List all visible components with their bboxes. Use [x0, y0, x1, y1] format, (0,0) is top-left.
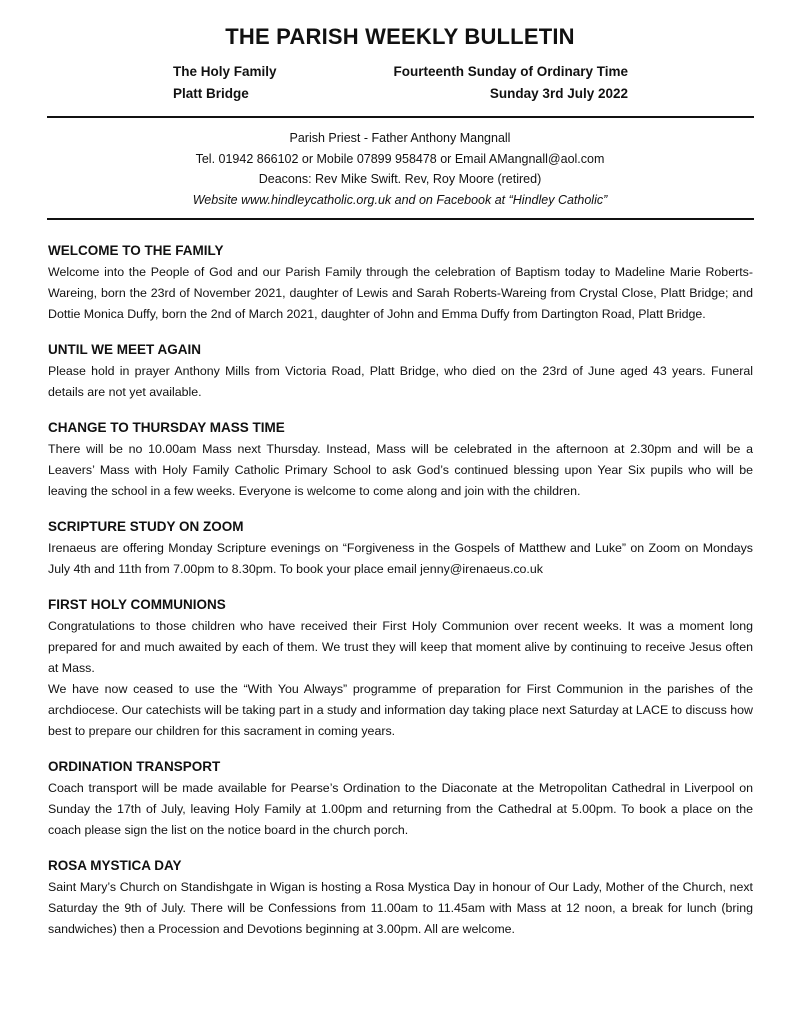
- section-rosa-mystica: [48, 857, 753, 940]
- section-paragraph: Welcome into the People of God and our Parish Family through the celebration of Baptism today to Madeline Marie Roberts-Wareing, born the 23rd of November 2021, daughter of Lewis and Sarah Roberts-Wareing from Crystal Close, Platt Bridge; and Dottie Monica Duffy, born the 2nd of March 2021, daughter of John and Emma Duffy from Dartington Road, Platt Bridge.: [48, 265, 753, 321]
- priest-line: Parish Priest - Father Anthony Mangnall: [289, 131, 511, 145]
- parish-name: The Holy Family: [173, 64, 277, 79]
- section-scripture-study: [48, 518, 753, 580]
- section-heading: UNTIL WE MEET AGAIN: [48, 342, 201, 357]
- contact-block: [0, 128, 800, 210]
- page-title: THE PARISH WEEKLY BULLETIN: [225, 24, 575, 49]
- bulletin-content: [48, 242, 753, 956]
- section-heading: WELCOME TO THE FAMILY: [48, 243, 224, 258]
- section-heading: FIRST HOLY COMMUNIONS: [48, 597, 226, 612]
- section-paragraph: Coach transport will be made available for Pearse’s Ordination to the Diaconate at the Metropolitan Cathedral in Liverpool on Sunday the 17th of July, leaving Holy Family at 1.00pm and returning from the Cathedral at 5.00pm. To book a place on the coach please sign the list on the notice board in the church porch.: [48, 781, 753, 837]
- section-until-we-meet-again: [48, 341, 753, 403]
- liturgical-day: Fourteenth Sunday of Ordinary Time: [393, 64, 628, 79]
- website-line: Website www.hindleycatholic.org.uk and on Facebook at “Hindley Catholic”: [192, 192, 608, 207]
- section-paragraph: Please hold in prayer Anthony Mills from Victoria Road, Platt Bridge, who died on the 23rd of June aged 43 years. Funeral details are not yet available.: [48, 364, 753, 399]
- header-divider-bottom: [47, 218, 754, 220]
- section-first-holy-communions: [48, 596, 753, 742]
- section-heading: SCRIPTURE STUDY ON ZOOM: [48, 519, 244, 534]
- section-thursday-mass: [48, 419, 753, 502]
- section-paragraph: Congratulations to those children who have received their First Holy Communion over recent weeks. It was a moment long prepared for and much awaited by each of them. We trust they will keep that moment alive by continuing to receive Jesus often at Mass.: [48, 619, 753, 675]
- section-heading: CHANGE TO THURSDAY MASS TIME: [48, 420, 285, 435]
- section-ordination-transport: [48, 758, 753, 841]
- phone-email-line: Tel. 01942 866102 or Mobile 07899 958478 or Email AMangnall@aol.com: [195, 151, 605, 166]
- bulletin-date: Sunday 3rd July 2022: [489, 86, 628, 101]
- section-heading: ROSA MYSTICA DAY: [48, 858, 182, 873]
- section-paragraph: Saint Mary’s Church on Standishgate in Wigan is hosting a Rosa Mystica Day in honour of Our Lady, Mother of the Church, next Saturday the 9th of July. There will be Confessions from 11.00am to 11.45am with Mass at 12 noon, a break for lunch (bring sandwiches) then a Procession and Devotions beginning at 3.00pm. All are welcome.: [48, 880, 753, 936]
- section-paragraph: We have now ceased to use the “With You Always” programme of preparation for First Communion in the parishes of the archdiocese. Our catechists will be taking part in a study and information day taking place next Saturday at LACE to discuss how best to prepare our children for this sacrament in coming years.: [48, 682, 753, 738]
- parish-place: Platt Bridge: [173, 86, 249, 101]
- section-paragraph: There will be no 10.00am Mass next Thursday. Instead, Mass will be celebrated in the afternoon at 2.30pm and will be a Leavers’ Mass with Holy Family Catholic Primary School to ask God’s continued blessing upon Year Six pupils who will be leaving the school in a few weeks. Everyone is welcome to come along and join with the children.: [48, 442, 753, 498]
- section-welcome: [48, 242, 753, 325]
- section-heading: ORDINATION TRANSPORT: [48, 759, 221, 774]
- section-paragraph: Irenaeus are offering Monday Scripture evenings on “Forgiveness in the Gospels of Matthew and Luke” on Zoom on Mondays July 4th and 11th from 7.00pm to 8.30pm. To book your place email jenny@irenaeus.co.uk: [48, 541, 753, 576]
- header-divider-top: [47, 116, 754, 118]
- deacons-line: Deacons: Rev Mike Swift. Rev, Roy Moore (retired): [258, 172, 542, 186]
